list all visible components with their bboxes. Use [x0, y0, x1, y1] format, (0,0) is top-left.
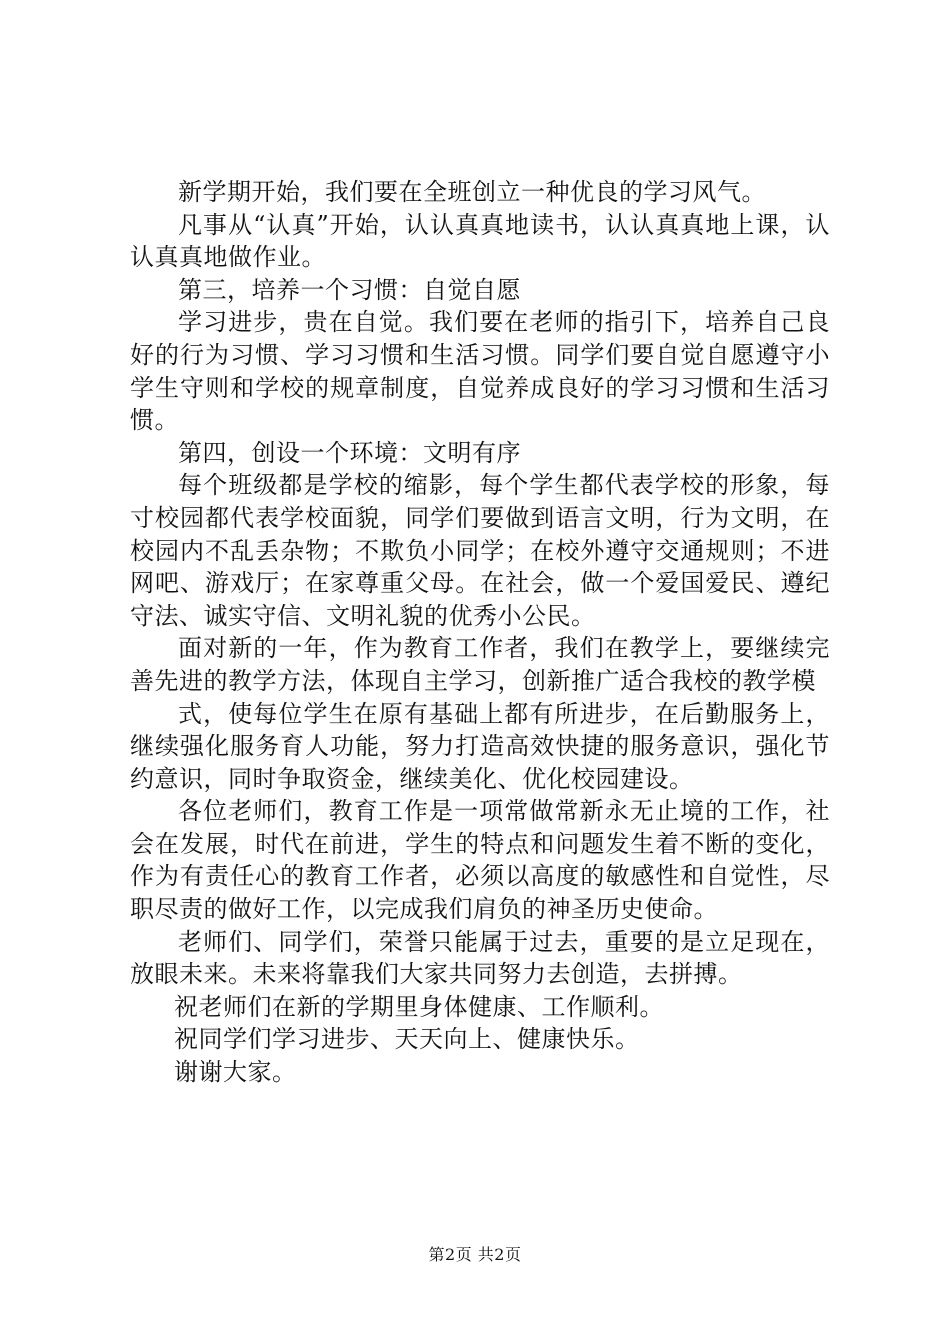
closing-line: 谢谢大家。: [174, 1058, 297, 1087]
section-heading: 第三，培养一个习惯：自觉自愿: [178, 275, 521, 304]
paragraph: 凡事从“认真”开始，认认真真地读书，认认真真地上课，认认真真地做作业。: [130, 210, 830, 272]
paragraph: 新学期开始，我们要在全班创立一种优良的学习风气。: [178, 178, 766, 206]
paragraph: 每个班级都是学校的缩影，每个学生都代表学校的形象，每寸校园都代表学校面貌，同学们要做到语言文明，行为文明，在校园内不乱丢杂物；不欺负小同学；在校外遵守交通规则；不进网吧、游戏厅；在家尊重父母。在社会，做一个爱国爱民、遵纪守法、诚实守信、文明礼貌的优秀小公民。: [130, 471, 830, 630]
document-body: [130, 176, 830, 1089]
paragraph: 式，使每位学生在原有基础上都有所进步，在后勤服务上，继续强化服务育人功能，努力打造高效快捷的服务意识，强化节约意识，同时争取资金，继续美化、优化校园建设。: [130, 699, 830, 793]
page-number-footer: 第2页 共2页: [428, 1245, 522, 1264]
closing-line: 祝同学们学习进步、天天向上、健康快乐。: [174, 1025, 640, 1054]
paragraph: 老师们、同学们，荣誉只能属于过去，重要的是立足现在，放眼未来。未来将靠我们大家共同努力去创造，去拼搏。: [130, 927, 830, 989]
closing-line: 祝老师们在新的学期里身体健康、工作顺利。: [174, 992, 664, 1021]
paragraph: 面对新的一年，作为教育工作者，我们在教学上，要继续完善先进的教学方法，体现自主学习，创新推广适合我校的教学模: [130, 634, 830, 695]
paragraph: 学习进步，贵在自觉。我们要在老师的指引下，培养自己良好的行为习惯、学习习惯和生活习惯。同学们要自觉自愿遵守小学生守则和学校的规章制度，自觉养成良好的学习习惯和生活习惯。: [130, 308, 830, 435]
section-heading: 第四，创设一个环境：文明有序: [178, 438, 521, 467]
paragraph: 各位老师们，教育工作是一项常做常新永无止境的工作，社会在发展，时代在前进，学生的特点和问题发生着不断的变化，作为有责任心的教育工作者，必须以高度的敏感性和自觉性，尽职尽责的做好工作，以完成我们肩负的神圣历史使命。: [130, 797, 830, 924]
